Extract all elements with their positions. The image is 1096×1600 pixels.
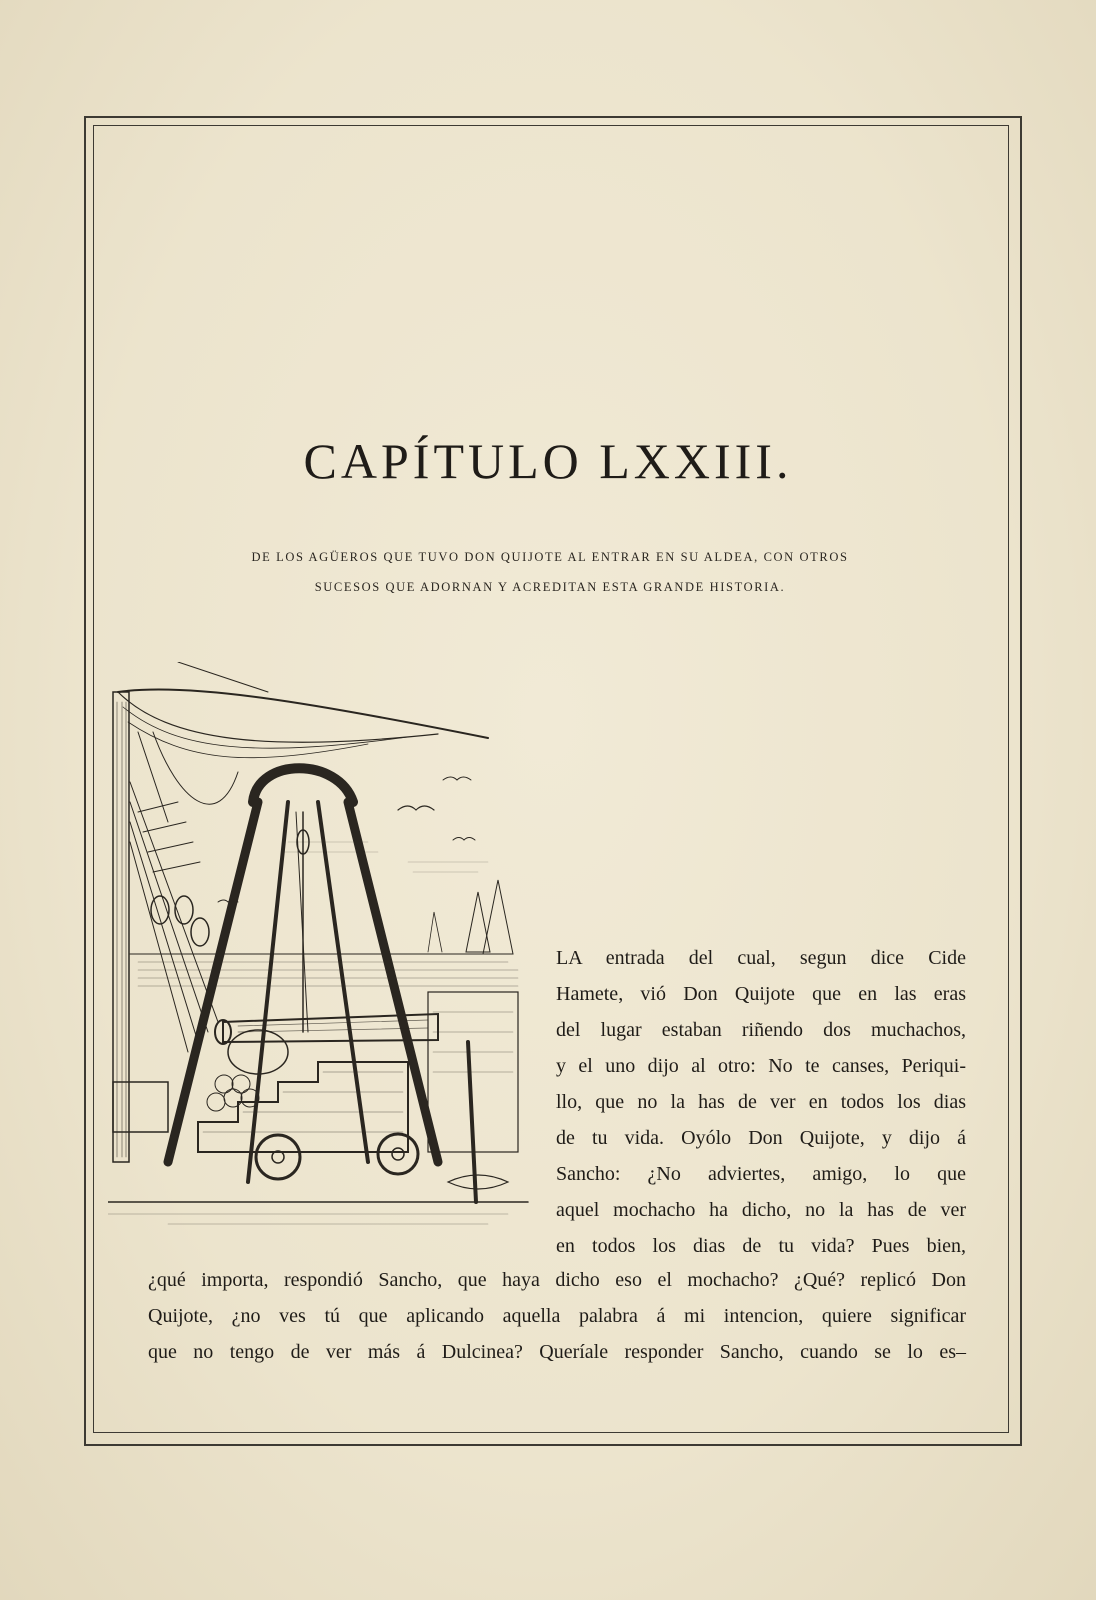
chapter-subtitle	[200, 542, 900, 602]
body-text-wrapped	[556, 940, 966, 1264]
text-line: y el uno dijo al otro: No te canses, Periqui-	[556, 1055, 966, 1077]
text-line: de tu vida. Oyólo Don Quijote, y dijo á	[556, 1127, 966, 1149]
subtitle-line: DE LOS AGÜEROS QUE TUVO DON QUIJOTE AL ENTRAR EN SU ALDEA, CON OTROS	[251, 550, 849, 564]
text-line: aquel mochacho ha dicho, no la has de ver	[556, 1199, 966, 1221]
text-line: ¿qué importa, respondió Sancho, que haya dicho eso el mochacho? ¿Qué? replicó Don	[148, 1269, 966, 1291]
text-line: Hamete, vió Don Quijote que en las eras	[556, 983, 966, 1005]
text-line: llo, que no la has de ver en todos los dias	[556, 1091, 966, 1113]
text-line: en todos los dias de tu vida? Pues bien,	[556, 1235, 966, 1257]
text-line: Sancho: ¿No adviertes, amigo, lo que	[556, 1163, 966, 1185]
text-line: LA entrada del cual, segun dice Cide	[556, 947, 966, 969]
subtitle-line: SUCESOS QUE ADORNAN Y ACREDITAN ESTA GRANDE HISTORIA.	[314, 580, 786, 594]
text-line: que no tengo de ver más á Dulcinea? Queríale responder Sancho, cuando se lo es–	[148, 1341, 966, 1363]
ship-deck-cannon-engraving	[108, 662, 538, 1250]
body-text-full-width	[148, 1262, 966, 1370]
text-line: del lugar estaban riñendo dos muchachos,	[556, 1019, 966, 1041]
chapter-title: CAPÍTULO LXXIII.	[303, 432, 793, 489]
text-line: Quijote, ¿no ves tú que aplicando aquella palabra á mi intencion, quiere significar	[148, 1305, 966, 1327]
